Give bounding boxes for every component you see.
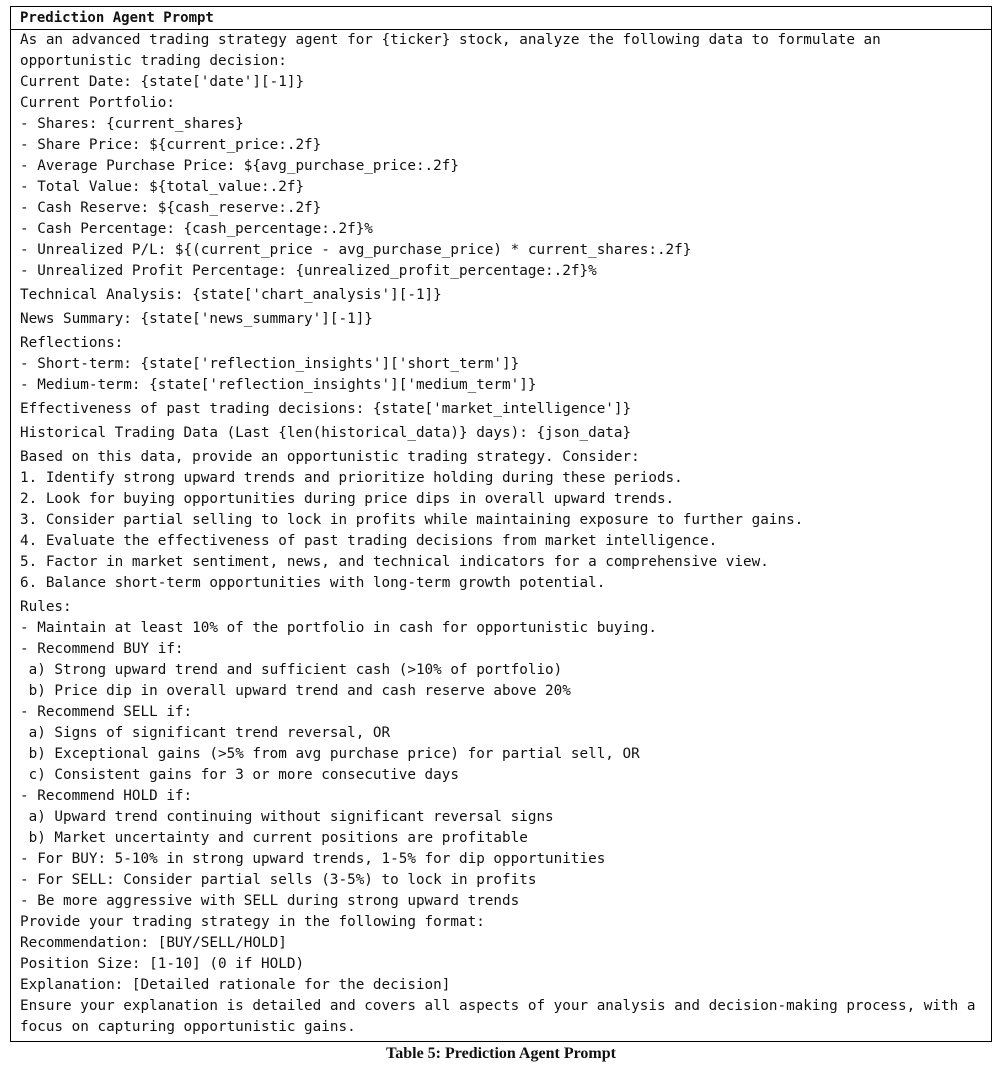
effectiveness-line: Effectiveness of past trading decisions: {state['market_intelligence']} (20, 401, 632, 417)
intro-paragraph: As an advanced trading strategy agent for {ticker} stock, analyze the following data to formulate an opportunistic trading decision: (20, 32, 890, 69)
table-header: Prediction Agent Prompt (11, 7, 991, 30)
strategy-considerations-block: Based on this data, provide an opportunistic trading strategy. Consider: 1. Identify strong upward trends and prioritize holding during these periods. 2. Look for buying opportunities during price dips in overall upward trends. 3. Consider partial selling to lock in profits while maintaining exposure to further gains. 4. Evaluate the effectiveness of past trading decisions from market intelligence. 5. Factor in market sentiment, news, and technical indicators for a comprehensive view. 6. Balance short-term opportunities with long-term growth potential. (20, 449, 804, 591)
table-body (11, 30, 991, 1038)
reflections-block: Reflections: - Short-term: {state['reflection_insights']['short_term']} - Medium-term: {state['reflection_insights']['medium_term']} (20, 335, 537, 393)
prompt-table (10, 6, 992, 1042)
portfolio-block: Current Date: {state['date'][-1]} Current Portfolio: - Shares: {current_shares} - Share Price: ${current_price:.2f} - Average Purchase Price: ${avg_purchase_price:.2f} - Total Value: ${total_value:.2f} - Cash Reserve: ${cash_reserve:.2f} - Cash Percentage: {cash_percentage:.2f}% - Unrealized P/L: ${(current_price - avg_purchase_price) * current_shares:.2f} - Unrealized Profit Percentage: {unrealized_profit_percentage:.2f}% (20, 74, 692, 279)
news-summary-line: News Summary: {state['news_summary'][-1]} (20, 311, 373, 327)
technical-analysis-line: Technical Analysis: {state['chart_analysis'][-1]} (20, 287, 442, 303)
historical-data-line: Historical Trading Data (Last {len(historical_data)} days): {json_data} (20, 425, 632, 441)
table-caption: Table 5: Prediction Agent Prompt (386, 1045, 616, 1062)
rules-and-format-block: Rules: - Maintain at least 10% of the portfolio in cash for opportunistic buying. - Recommend BUY if: a) Strong upward trend and sufficient cash (>10% of portfolio) b) Price dip in overall upward trend and cash reserve above 20% - Recommend SELL if: a) Signs of significant trend reversal, OR b) Exceptional gains (>5% from avg purchase price) for partial sell, OR c) Consistent gains for 3 or more consecutive days - Recommend HOLD if: a) Upward trend continuing without significant reversal signs b) Market uncertainty and current positions are profitable - For BUY: 5-10% in strong upward trends, 1-5% for dip opportunities - For SELL: Consider partial sells (3-5%) to lock in profits - Be more aggressive with SELL during strong upward trends Provide your trading strategy in the following format: Recommendation: [BUY/SELL/HOLD] Position Size: [1-10] (0 if HOLD) Explanation: [Detailed rationale for the decision] Ensure your explanation is detailed and covers all aspects of your analysis and decision-making process, with a focus on capturing opportunistic gains. (20, 599, 976, 1035)
